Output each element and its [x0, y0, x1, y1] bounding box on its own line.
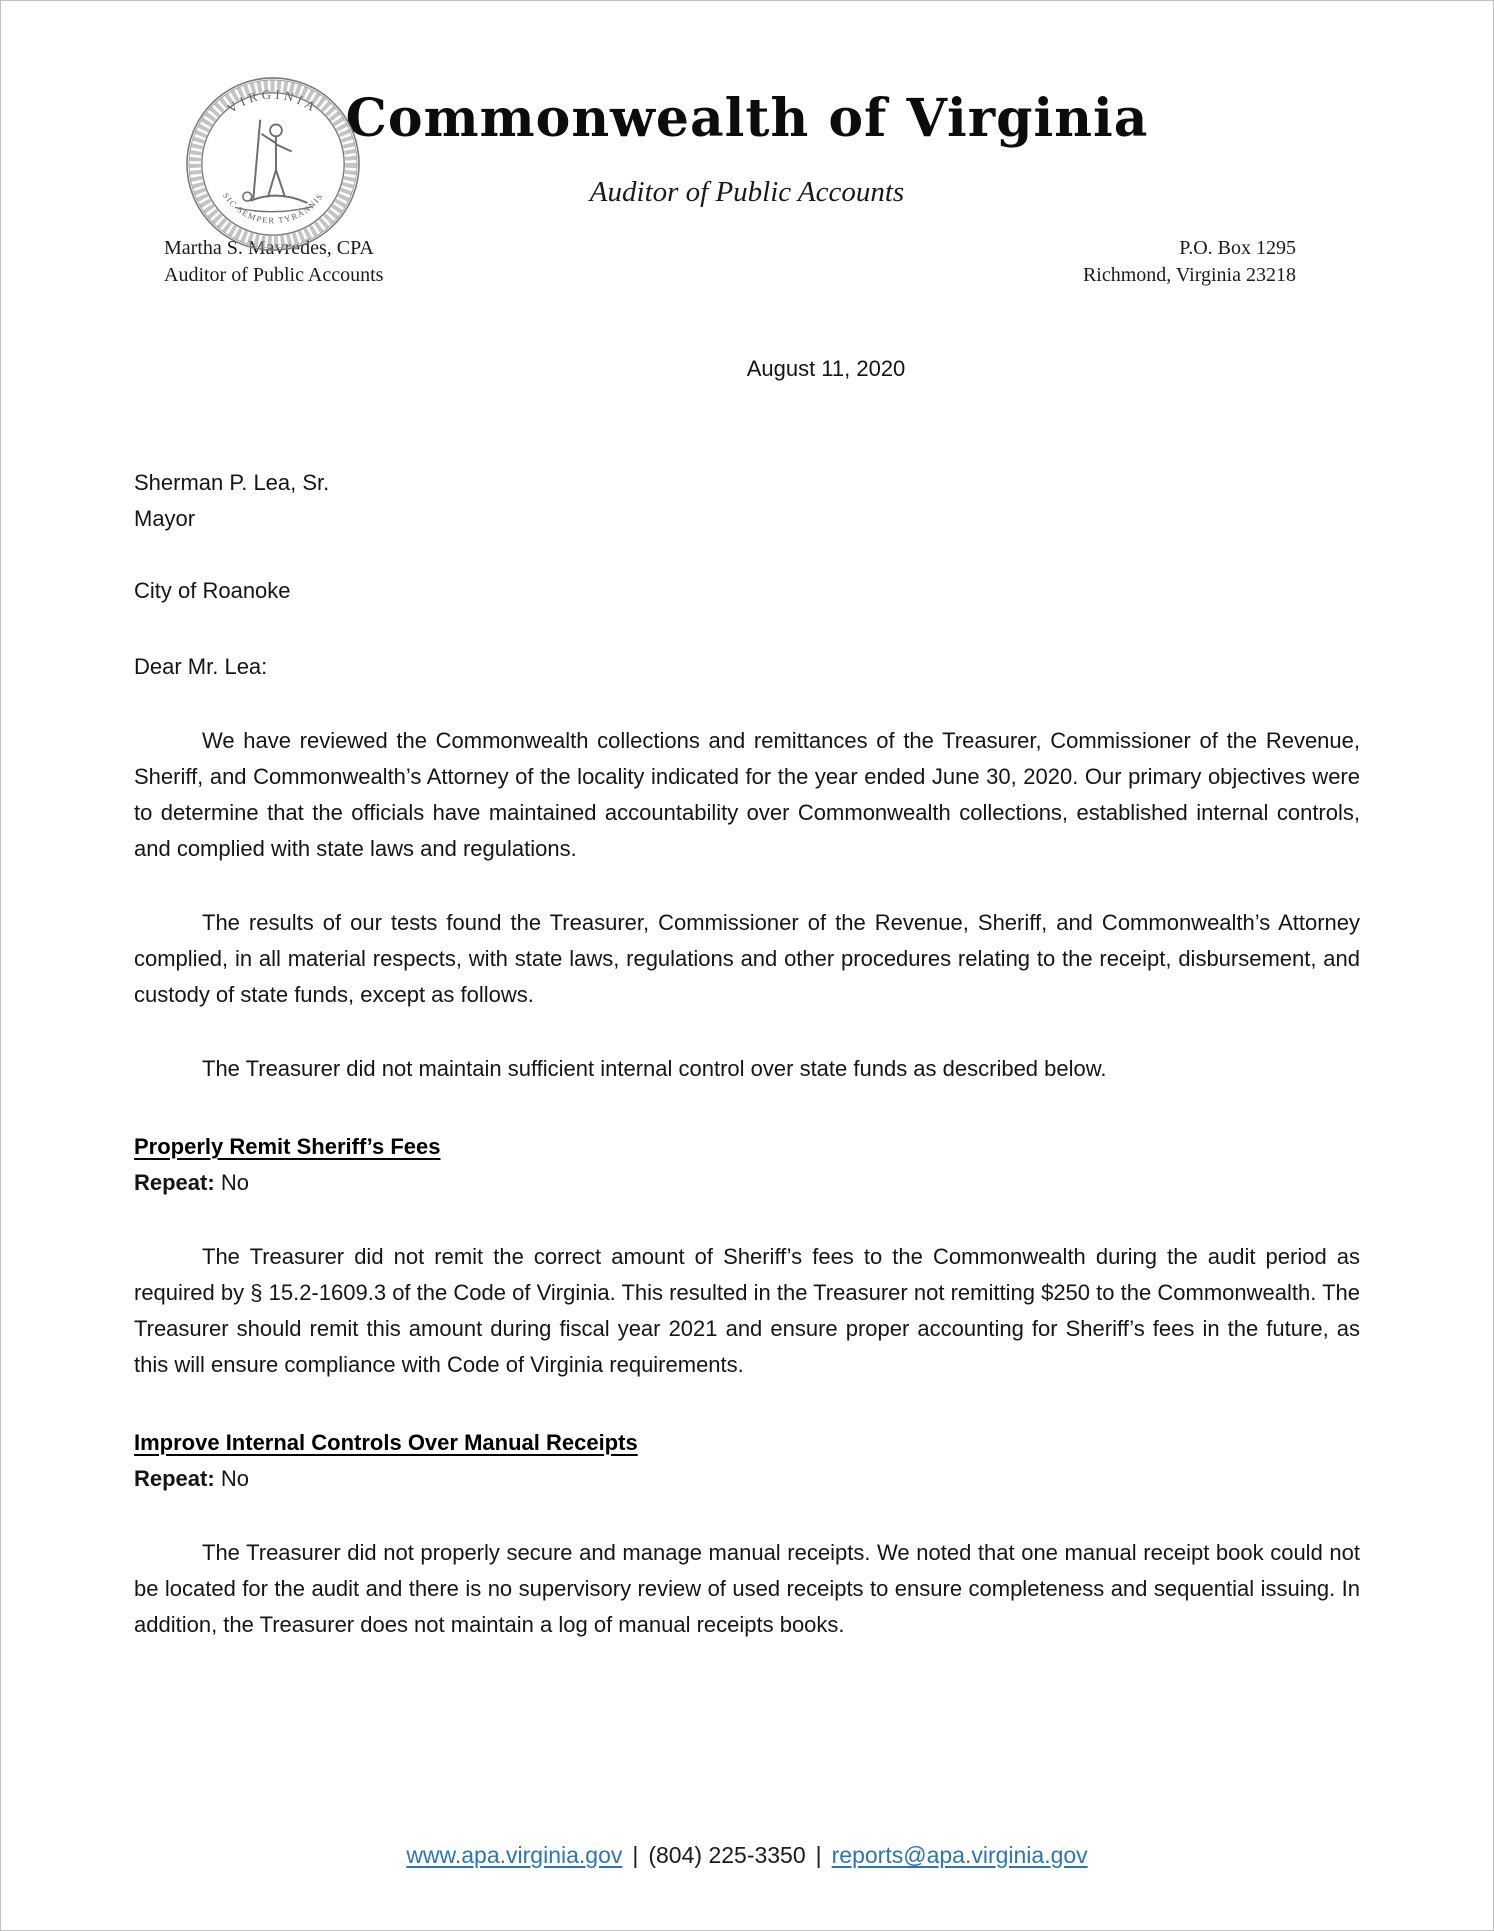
recipient-locality: City of Roanoke — [134, 578, 291, 603]
letterhead-subtitle: Auditor of Public Accounts — [589, 176, 905, 208]
seal-virtus-figure — [235, 120, 312, 211]
repeat-value: No — [220, 1466, 249, 1491]
finding-section-sheriffs-fees — [134, 1129, 1360, 1383]
letterhead-title: Commonwealth of Virginia — [345, 88, 1149, 149]
paragraph-internal-control-summary: The Treasurer did not maintain sufficient internal control over state funds as described below. — [202, 1056, 1107, 1081]
office-address-block — [1083, 235, 1360, 289]
finding-section-manual-receipts — [134, 1425, 1360, 1643]
finding-heading: Properly Remit Sheriff’s Fees — [134, 1134, 441, 1159]
footer-separator: | — [632, 1842, 639, 1868]
paragraph-review-scope: We have reviewed the Commonwealth collections and remittances of the Treasurer, Commissioner of the Revenue, Sheriff, and Commonwealth’s Attorney of the locality indicated for the year ended June 30, 2020. Our primary objectives were to determine that the officials have maintained accountability over Commonwealth collections, established internal controls, and complied with state laws and regulations. — [134, 728, 1360, 861]
paragraph-test-results: The results of our tests found the Treasurer, Commissioner of the Revenue, Sheriff, and Commonwealth’s Attorney complied, in all material respects, with state laws, regulations and other procedures relating to the receipt, disbursement, and custody of state funds, except as follows. — [134, 910, 1360, 1007]
virginia-state-seal-icon — [184, 75, 362, 253]
auditor-name: Martha S. Mavredes, CPA — [164, 237, 374, 259]
letter-date: August 11, 2020 — [746, 356, 906, 381]
recipient-title: Mayor — [134, 506, 196, 531]
recipient-block — [134, 465, 1360, 537]
repeat-label: Repeat: — [134, 1170, 215, 1195]
page-footer — [1, 1838, 1493, 1872]
repeat-label: Repeat: — [134, 1466, 215, 1491]
finding-heading: Improve Internal Controls Over Manual Receipts — [134, 1430, 638, 1455]
address-po-box: P.O. Box 1295 — [1179, 237, 1296, 259]
repeat-line — [134, 1165, 1360, 1201]
website-link[interactable]: www.apa.virginia.gov — [406, 1842, 623, 1868]
salutation: Dear Mr. Lea: — [134, 654, 268, 679]
auditor-title: Auditor of Public Accounts — [164, 264, 384, 286]
finding-body: The Treasurer did not properly secure and manage manual receipts. We noted that one manual receipt book could not be located for the audit and there is no supervisory review of used receipts to ensure completeness and sequential issuing. In addition, the Treasurer does not maintain a log of manual receipts books. — [134, 1540, 1360, 1637]
footer-separator: | — [815, 1842, 822, 1868]
repeat-line — [134, 1461, 1360, 1497]
letterhead — [134, 89, 1360, 289]
finding-body: The Treasurer did not remit the correct amount of Sheriff’s fees to the Commonwealth during the audit period as required by § 15.2-1609.3 of the Code of Virginia. This resulted in the Treasurer not remitting $250 to the Commonwealth. The Treasurer should remit this amount during fiscal year 2021 and ensure proper accounting for Sheriff’s fees in the future, as this will ensure compliance with Code of Virginia requirements. — [134, 1244, 1360, 1377]
recipient-name: Sherman P. Lea, Sr. — [134, 470, 330, 495]
email-link[interactable]: reports@apa.virginia.gov — [831, 1842, 1088, 1868]
repeat-value: No — [220, 1170, 249, 1195]
seal-top-text: VIRGINIA — [225, 87, 321, 116]
seal-bottom-text: SIC SEMPER TYRANNIS — [220, 191, 326, 226]
phone-number: (804) 225-3350 — [648, 1842, 806, 1868]
address-city-state-zip: Richmond, Virginia 23218 — [1082, 264, 1296, 286]
